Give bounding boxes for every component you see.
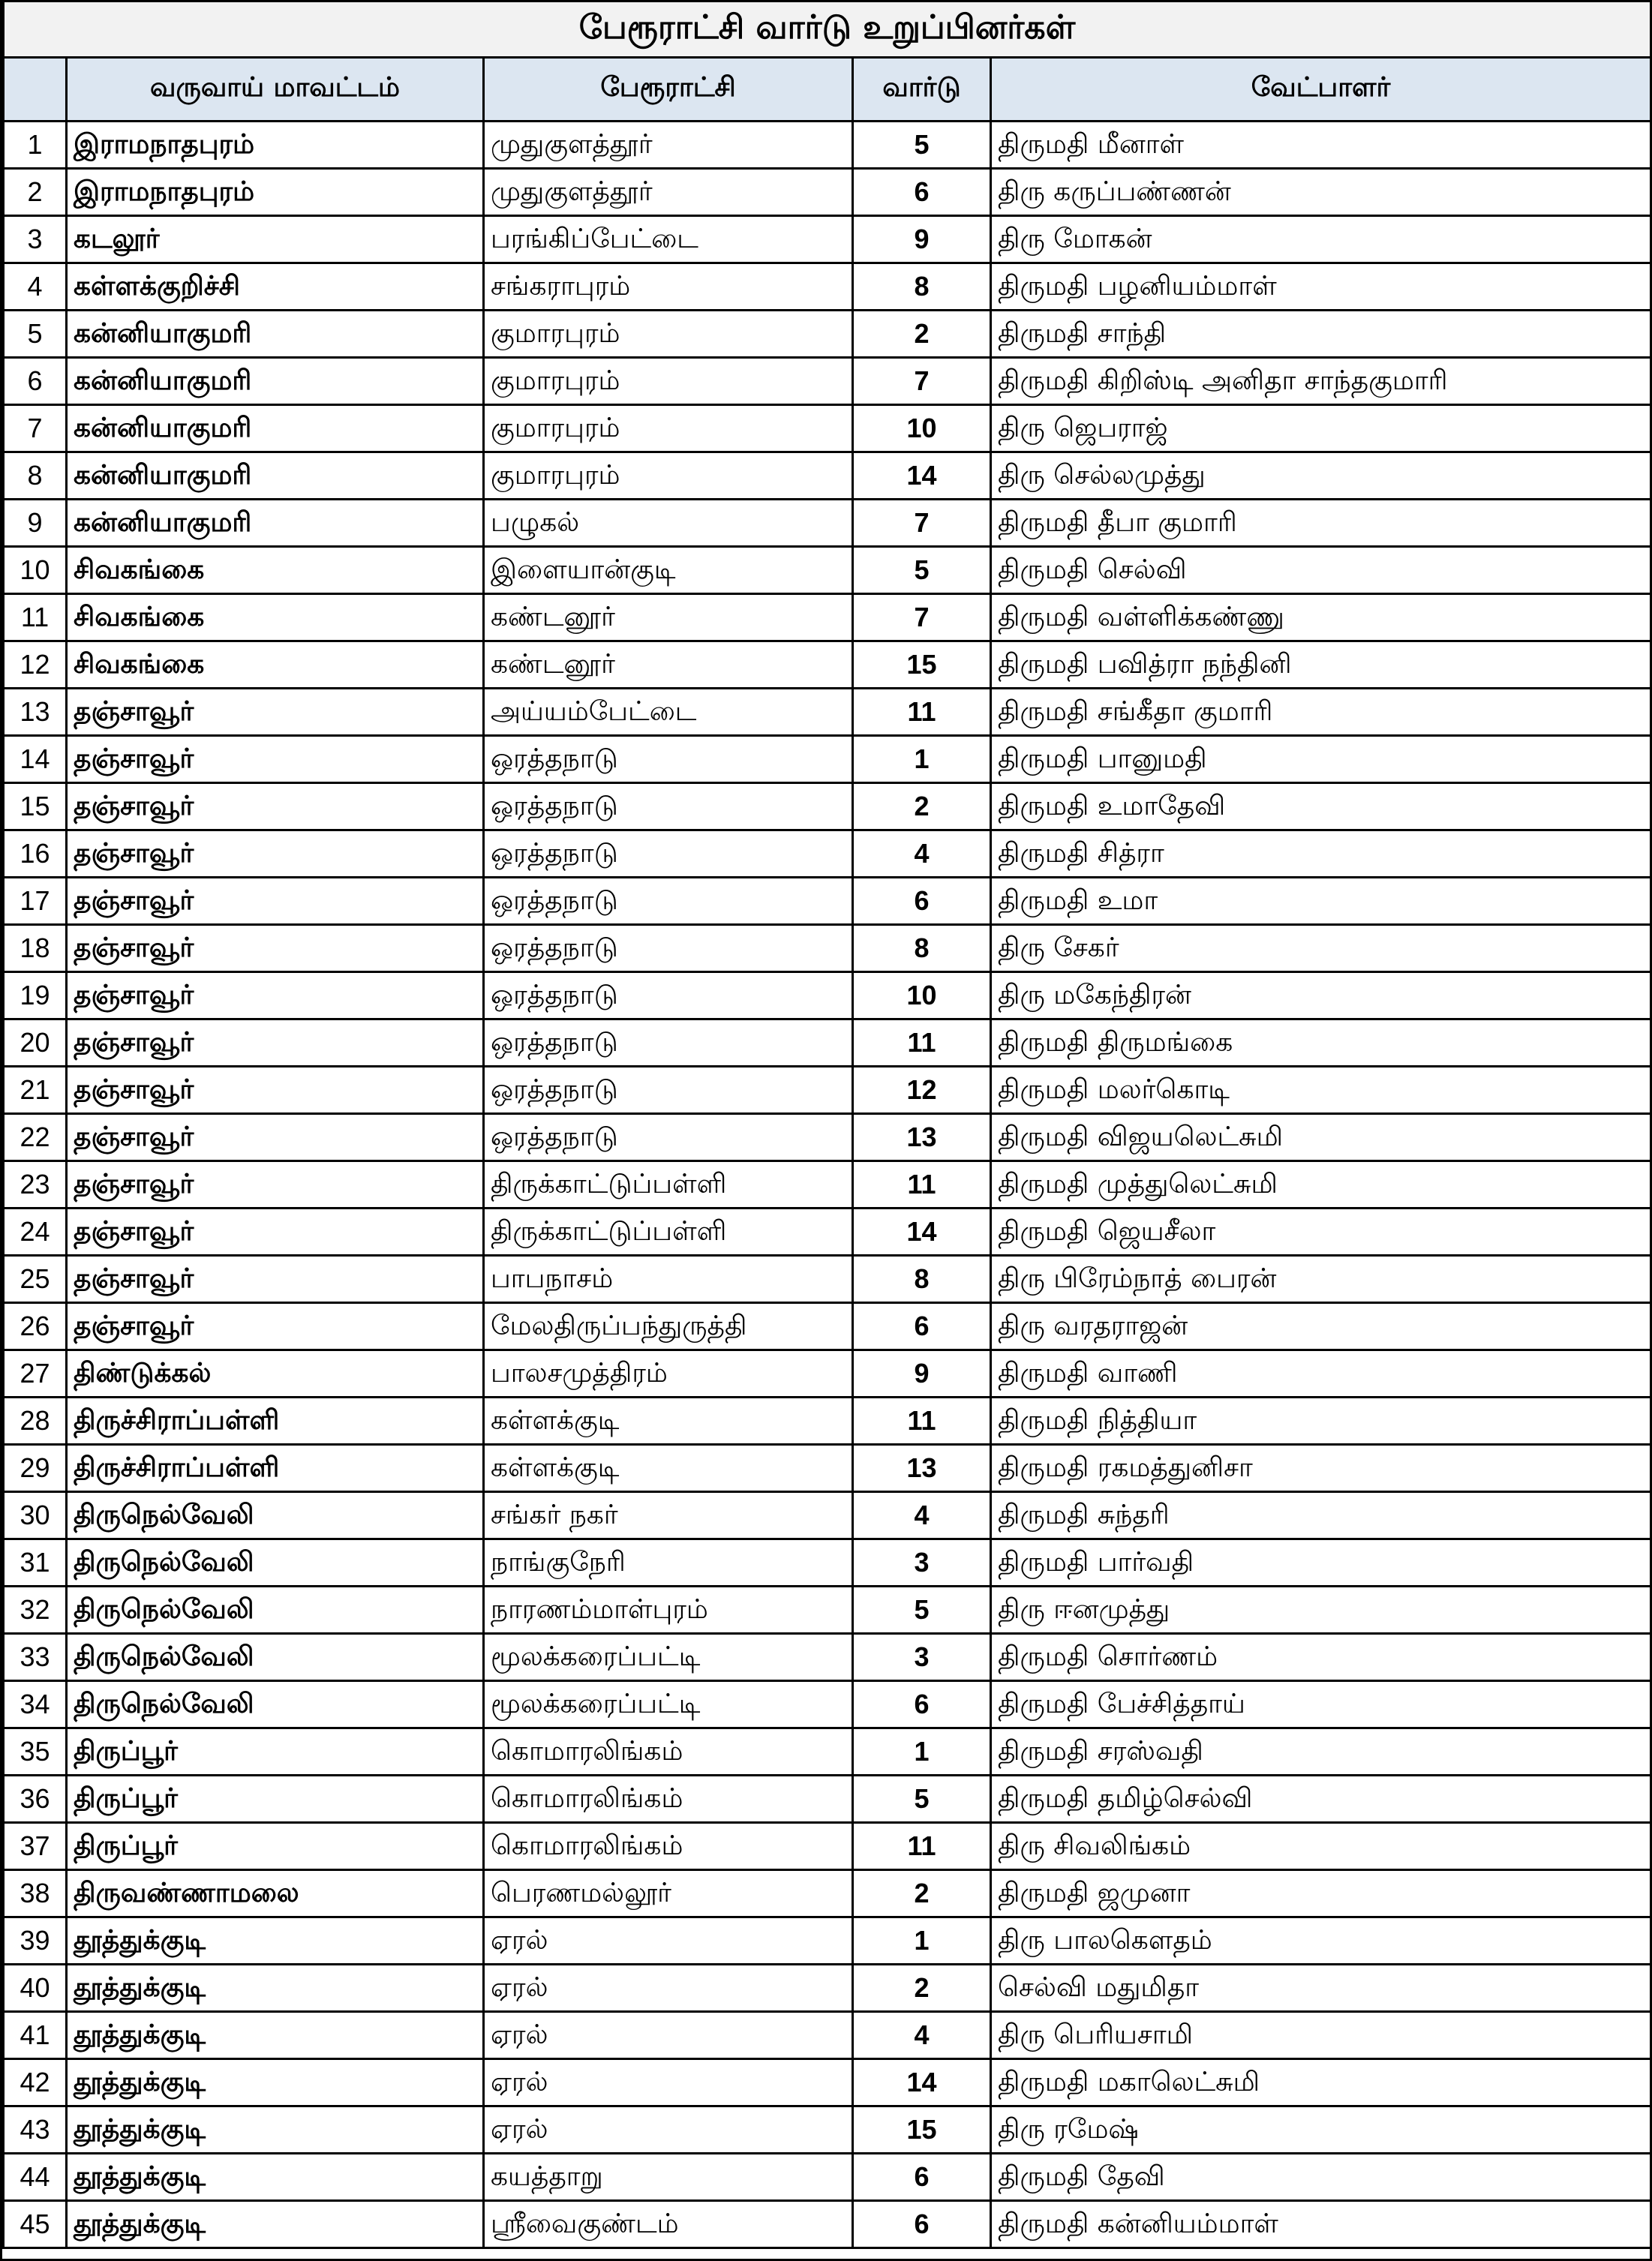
cell-district[interactable]: தஞ்சாவூர்	[67, 1161, 484, 1209]
cell-candidate[interactable]: திரு ரமேஷ்	[991, 2106, 1651, 2154]
table-row	[4, 500, 1651, 547]
cell-district[interactable]: திருநெல்வேலி	[67, 1492, 484, 1539]
cell-ward[interactable]: 13	[853, 1114, 991, 1161]
cell-sno[interactable]: 45	[4, 2201, 67, 2248]
cell-district[interactable]: கன்னியாகுமரி	[67, 500, 484, 547]
cell-sno[interactable]: 14	[4, 736, 67, 783]
cell-ward[interactable]: 6	[853, 2201, 991, 2248]
cell-town-panchayat[interactable]: கண்டனூர்	[484, 641, 853, 689]
cell-district[interactable]: திருநெல்வேலி	[67, 1681, 484, 1728]
cell-ward[interactable]: 9	[853, 1350, 991, 1398]
cell-town-panchayat[interactable]: ஒரத்தநாடு	[484, 972, 853, 1019]
cell-candidate[interactable]: திருமதி தமிழ்செல்வி	[991, 1776, 1651, 1823]
cell-sno[interactable]: 36	[4, 1776, 67, 1823]
cell-town-panchayat[interactable]: ஏரல்	[484, 1917, 853, 1965]
table-row	[4, 2059, 1651, 2106]
cell-district[interactable]: தஞ்சாவூர்	[67, 1303, 484, 1350]
table-row	[4, 263, 1651, 311]
cell-ward[interactable]: 2	[853, 1870, 991, 1917]
cell-sno[interactable]: 23	[4, 1161, 67, 1209]
table-row	[4, 830, 1651, 878]
cell-district[interactable]: தூத்துக்குடி	[67, 1917, 484, 1965]
cell-town-panchayat[interactable]: கயத்தாறு	[484, 2154, 853, 2201]
cell-ward[interactable]: 7	[853, 358, 991, 405]
cell-district[interactable]: திண்டுக்கல்	[67, 1350, 484, 1398]
cell-district[interactable]: இராமநாதபுரம்	[67, 169, 484, 216]
cell-sno[interactable]: 12	[4, 641, 67, 689]
cell-district[interactable]: தஞ்சாவூர்	[67, 1256, 484, 1303]
cell-ward[interactable]: 12	[853, 1067, 991, 1114]
cell-sno[interactable]: 7	[4, 405, 67, 452]
cell-candidate[interactable]: திருமதி சுந்தரி	[991, 1492, 1651, 1539]
table-row	[4, 169, 1651, 216]
cell-district[interactable]: திருப்பூர்	[67, 1823, 484, 1870]
cell-town-panchayat[interactable]: முதுகுளத்தூர்	[484, 122, 853, 169]
table-row	[4, 1492, 1651, 1539]
cell-town-panchayat[interactable]: ஒரத்தநாடு	[484, 1019, 853, 1067]
cell-sno[interactable]: 3	[4, 216, 67, 263]
cell-candidate[interactable]: திருமதி கன்னியம்மாள்	[991, 2201, 1651, 2248]
cell-candidate[interactable]: திருமதி திருமங்கை	[991, 1019, 1651, 1067]
cell-ward[interactable]: 10	[853, 405, 991, 452]
cell-district[interactable]: கள்ளக்குறிச்சி	[67, 263, 484, 311]
table-row	[4, 1634, 1651, 1681]
cell-sno[interactable]: 8	[4, 452, 67, 500]
table-row	[4, 689, 1651, 736]
cell-candidate[interactable]: திருமதி வள்ளிக்கண்ணு	[991, 594, 1651, 641]
cell-sno[interactable]: 44	[4, 2154, 67, 2201]
header-sno[interactable]	[4, 58, 67, 122]
cell-town-panchayat[interactable]: குமாரபுரம்	[484, 405, 853, 452]
cell-candidate[interactable]: திரு மோகன்	[991, 216, 1651, 263]
table-row	[4, 783, 1651, 830]
cell-ward[interactable]: 5	[853, 547, 991, 594]
cell-ward[interactable]: 5	[853, 1776, 991, 1823]
cell-sno[interactable]: 22	[4, 1114, 67, 1161]
cell-candidate[interactable]: திருமதி சொர்ணம்	[991, 1634, 1651, 1681]
cell-district[interactable]: சிவகங்கை	[67, 594, 484, 641]
cell-ward[interactable]: 13	[853, 1445, 991, 1492]
table-row	[4, 2201, 1651, 2248]
cell-district[interactable]: தஞ்சாவூர்	[67, 689, 484, 736]
table-row	[4, 1965, 1651, 2012]
table-row	[4, 594, 1651, 641]
cell-town-panchayat[interactable]: ஏரல்	[484, 1965, 853, 2012]
cell-sno[interactable]: 25	[4, 1256, 67, 1303]
cell-town-panchayat[interactable]: ஸ்ரீவைகுண்டம்	[484, 2201, 853, 2248]
cell-district[interactable]: தூத்துக்குடி	[67, 2012, 484, 2059]
cell-sno[interactable]: 35	[4, 1728, 67, 1776]
cell-ward[interactable]: 6	[853, 1303, 991, 1350]
cell-candidate[interactable]: திருமதி சங்கீதா குமாரி	[991, 689, 1651, 736]
cell-sno[interactable]: 15	[4, 783, 67, 830]
cell-ward[interactable]: 14	[853, 452, 991, 500]
cell-ward[interactable]: 1	[853, 1728, 991, 1776]
cell-town-panchayat[interactable]: குமாரபுரம்	[484, 311, 853, 358]
table-body	[4, 122, 1651, 2248]
cell-district[interactable]: தூத்துக்குடி	[67, 2201, 484, 2248]
cell-ward[interactable]: 2	[853, 1965, 991, 2012]
cell-candidate[interactable]: திரு ஈனமுத்து	[991, 1587, 1651, 1634]
cell-district[interactable]: திருச்சிராப்பள்ளி	[67, 1445, 484, 1492]
cell-sno[interactable]: 28	[4, 1398, 67, 1445]
header-ward[interactable]: வார்டு	[853, 58, 991, 122]
cell-candidate[interactable]: திரு செல்லமுத்து	[991, 452, 1651, 500]
table-row	[4, 311, 1651, 358]
cell-town-panchayat[interactable]: ஏரல்	[484, 2106, 853, 2154]
cell-town-panchayat[interactable]: பழுகல்	[484, 500, 853, 547]
cell-town-panchayat[interactable]: முதுகுளத்தூர்	[484, 169, 853, 216]
cell-ward[interactable]: 9	[853, 216, 991, 263]
cell-ward[interactable]: 11	[853, 1398, 991, 1445]
cell-sno[interactable]: 4	[4, 263, 67, 311]
cell-candidate[interactable]: திருமதி உமாதேவி	[991, 783, 1651, 830]
cell-candidate[interactable]: திருமதி விஜயலெட்சுமி	[991, 1114, 1651, 1161]
cell-sno[interactable]: 32	[4, 1587, 67, 1634]
cell-sno[interactable]: 21	[4, 1067, 67, 1114]
table-row	[4, 547, 1651, 594]
cell-town-panchayat[interactable]: பரங்கிப்பேட்டை	[484, 216, 853, 263]
cell-district[interactable]: திருச்சிராப்பள்ளி	[67, 1398, 484, 1445]
cell-town-panchayat[interactable]: திருக்காட்டுப்பள்ளி	[484, 1161, 853, 1209]
cell-candidate[interactable]: திரு பாலகௌதம்	[991, 1917, 1651, 1965]
cell-candidate[interactable]: திருமதி உமா	[991, 878, 1651, 925]
cell-district[interactable]: கடலூர்	[67, 216, 484, 263]
cell-candidate[interactable]: திரு கருப்பண்ணன்	[991, 169, 1651, 216]
cell-candidate[interactable]: திருமதி தேவி	[991, 2154, 1651, 2201]
cell-district[interactable]: திருநெல்வேலி	[67, 1587, 484, 1634]
cell-district[interactable]: கன்னியாகுமரி	[67, 358, 484, 405]
cell-sno[interactable]: 10	[4, 547, 67, 594]
cell-ward[interactable]: 4	[853, 830, 991, 878]
cell-district[interactable]: தூத்துக்குடி	[67, 1965, 484, 2012]
cell-town-panchayat[interactable]: ஒரத்தநாடு	[484, 925, 853, 972]
cell-sno[interactable]: 39	[4, 1917, 67, 1965]
cell-sno[interactable]: 9	[4, 500, 67, 547]
cell-town-panchayat[interactable]: ஒரத்தநாடு	[484, 1067, 853, 1114]
cell-sno[interactable]: 27	[4, 1350, 67, 1398]
table-row	[4, 1114, 1651, 1161]
cell-town-panchayat[interactable]: ஒரத்தநாடு	[484, 1114, 853, 1161]
cell-candidate[interactable]: திருமதி பேச்சித்தாய்	[991, 1681, 1651, 1728]
cell-sno[interactable]: 2	[4, 169, 67, 216]
table-row	[4, 1681, 1651, 1728]
cell-sno[interactable]: 30	[4, 1492, 67, 1539]
cell-town-panchayat[interactable]: அய்யம்பேட்டை	[484, 689, 853, 736]
cell-town-panchayat[interactable]: கள்ளக்குடி	[484, 1398, 853, 1445]
cell-candidate[interactable]: திரு சிவலிங்கம்	[991, 1823, 1651, 1870]
cell-candidate[interactable]: திருமதி சாந்தி	[991, 311, 1651, 358]
cell-town-panchayat[interactable]: இளையான்குடி	[484, 547, 853, 594]
cell-candidate[interactable]: திருமதி ஜெயசீலா	[991, 1209, 1651, 1256]
table-row	[4, 1728, 1651, 1776]
table-row	[4, 405, 1651, 452]
cell-ward[interactable]: 6	[853, 1681, 991, 1728]
cell-district[interactable]: தஞ்சாவூர்	[67, 1209, 484, 1256]
table-row	[4, 1398, 1651, 1445]
cell-town-panchayat[interactable]: குமாரபுரம்	[484, 452, 853, 500]
cell-sno[interactable]: 29	[4, 1445, 67, 1492]
cell-candidate[interactable]: திருமதி நித்தியா	[991, 1398, 1651, 1445]
table-row	[4, 1161, 1651, 1209]
cell-candidate[interactable]: திருமதி பழனியம்மாள்	[991, 263, 1651, 311]
cell-sno[interactable]: 40	[4, 1965, 67, 2012]
cell-ward[interactable]: 15	[853, 2106, 991, 2154]
cell-sno[interactable]: 31	[4, 1539, 67, 1587]
cell-candidate[interactable]: செல்வி மதுமிதா	[991, 1965, 1651, 2012]
cell-district[interactable]: தஞ்சாவூர்	[67, 925, 484, 972]
title-row	[4, 2, 1651, 58]
cell-town-panchayat[interactable]: சங்கராபுரம்	[484, 263, 853, 311]
table-row	[4, 1823, 1651, 1870]
cell-sno[interactable]: 13	[4, 689, 67, 736]
cell-sno[interactable]: 11	[4, 594, 67, 641]
table-row	[4, 1870, 1651, 1917]
cell-candidate[interactable]: திரு ஜெபராஜ்	[991, 405, 1651, 452]
table-row	[4, 2106, 1651, 2154]
table-row	[4, 1587, 1651, 1634]
cell-district[interactable]: தூத்துக்குடி	[67, 2154, 484, 2201]
cell-ward[interactable]: 4	[853, 1492, 991, 1539]
cell-town-panchayat[interactable]: பெரணமல்லூர்	[484, 1870, 853, 1917]
cell-town-panchayat[interactable]: ஒரத்தநாடு	[484, 783, 853, 830]
cell-candidate[interactable]: திரு சேகர்	[991, 925, 1651, 972]
cell-district[interactable]: தஞ்சாவூர்	[67, 1019, 484, 1067]
cell-district[interactable]: தஞ்சாவூர்	[67, 878, 484, 925]
cell-candidate[interactable]: திருமதி ஜமுனா	[991, 1870, 1651, 1917]
cell-town-panchayat[interactable]: நாரணம்மாள்புரம்	[484, 1587, 853, 1634]
table-row	[4, 216, 1651, 263]
table-row	[4, 878, 1651, 925]
cell-district[interactable]: திருப்பூர்	[67, 1728, 484, 1776]
cell-sno[interactable]: 43	[4, 2106, 67, 2154]
cell-town-panchayat[interactable]: சங்கர் நகர்	[484, 1492, 853, 1539]
cell-town-panchayat[interactable]: பாபநாசம்	[484, 1256, 853, 1303]
cell-town-panchayat[interactable]: திருக்காட்டுப்பள்ளி	[484, 1209, 853, 1256]
table-row	[4, 972, 1651, 1019]
table-row	[4, 925, 1651, 972]
cell-candidate[interactable]: திருமதி கிறிஸ்டி அனிதா சாந்தகுமாரி	[991, 358, 1651, 405]
cell-district[interactable]: திருப்பூர்	[67, 1776, 484, 1823]
header-row	[4, 58, 1651, 122]
cell-district[interactable]: தஞ்சாவூர்	[67, 830, 484, 878]
cell-district[interactable]: சிவகங்கை	[67, 547, 484, 594]
cell-sno[interactable]: 37	[4, 1823, 67, 1870]
cell-town-panchayat[interactable]: ஏரல்	[484, 2012, 853, 2059]
cell-candidate[interactable]: திருமதி பானுமதி	[991, 736, 1651, 783]
cell-sno[interactable]: 16	[4, 830, 67, 878]
cell-town-panchayat[interactable]: பாலசமுத்திரம்	[484, 1350, 853, 1398]
cell-candidate[interactable]: திருமதி சித்ரா	[991, 830, 1651, 878]
cell-town-panchayat[interactable]: நாங்குநேரி	[484, 1539, 853, 1587]
cell-district[interactable]: சிவகங்கை	[67, 641, 484, 689]
cell-candidate[interactable]: திரு மகேந்திரன்	[991, 972, 1651, 1019]
table-row	[4, 1917, 1651, 1965]
cell-ward[interactable]: 11	[853, 1823, 991, 1870]
cell-ward[interactable]: 15	[853, 641, 991, 689]
cell-ward[interactable]: 5	[853, 1587, 991, 1634]
cell-district[interactable]: தஞ்சாவூர்	[67, 1067, 484, 1114]
cell-ward[interactable]: 1	[853, 736, 991, 783]
cell-district[interactable]: தஞ்சாவூர்	[67, 783, 484, 830]
cell-ward[interactable]: 6	[853, 2154, 991, 2201]
cell-sno[interactable]: 1	[4, 122, 67, 169]
cell-candidate[interactable]: திரு வரதராஜன்	[991, 1303, 1651, 1350]
cell-district[interactable]: தஞ்சாவூர்	[67, 736, 484, 783]
table-row	[4, 2154, 1651, 2201]
table-row	[4, 358, 1651, 405]
cell-ward[interactable]: 11	[853, 1161, 991, 1209]
cell-town-panchayat[interactable]: கண்டனூர்	[484, 594, 853, 641]
header-district[interactable]: வருவாய் மாவட்டம்	[67, 58, 484, 122]
cell-sno[interactable]: 38	[4, 1870, 67, 1917]
cell-sno[interactable]: 6	[4, 358, 67, 405]
cell-sno[interactable]: 26	[4, 1303, 67, 1350]
cell-sno[interactable]: 41	[4, 2012, 67, 2059]
cell-district[interactable]: கன்னியாகுமரி	[67, 452, 484, 500]
cell-candidate[interactable]: திருமதி மலர்கொடி	[991, 1067, 1651, 1114]
cell-district[interactable]: தஞ்சாவூர்	[67, 1114, 484, 1161]
cell-district[interactable]: இராமநாதபுரம்	[67, 122, 484, 169]
cell-candidate[interactable]: திரு பிரேம்நாத் பைரன்	[991, 1256, 1651, 1303]
cell-ward[interactable]: 7	[853, 500, 991, 547]
cell-town-panchayat[interactable]: ஒரத்தநாடு	[484, 736, 853, 783]
cell-town-panchayat[interactable]: ஏரல்	[484, 2059, 853, 2106]
cell-candidate[interactable]: திருமதி சரஸ்வதி	[991, 1728, 1651, 1776]
cell-district[interactable]: கன்னியாகுமரி	[67, 405, 484, 452]
header-candidate[interactable]: வேட்பாளர்	[991, 58, 1651, 122]
cell-district[interactable]: திருநெல்வேலி	[67, 1634, 484, 1681]
members-table	[2, 0, 1652, 2249]
cell-town-panchayat[interactable]: மூலக்கரைப்பட்டி	[484, 1634, 853, 1681]
cell-ward[interactable]: 4	[853, 2012, 991, 2059]
table-row	[4, 1350, 1651, 1398]
cell-ward[interactable]: 10	[853, 972, 991, 1019]
cell-district[interactable]: திருவண்ணாமலை	[67, 1870, 484, 1917]
table-row	[4, 2012, 1651, 2059]
cell-ward[interactable]: 14	[853, 1209, 991, 1256]
cell-ward[interactable]: 8	[853, 263, 991, 311]
cell-town-panchayat[interactable]: கள்ளக்குடி	[484, 1445, 853, 1492]
cell-district[interactable]: தூத்துக்குடி	[67, 2059, 484, 2106]
cell-town-panchayat[interactable]: மேலதிருப்பந்துருத்தி	[484, 1303, 853, 1350]
cell-candidate[interactable]: திருமதி பார்வதி	[991, 1539, 1651, 1587]
table-row	[4, 1776, 1651, 1823]
cell-sno[interactable]: 42	[4, 2059, 67, 2106]
cell-candidate[interactable]: திருமதி செல்வி	[991, 547, 1651, 594]
cell-district[interactable]: கன்னியாகுமரி	[67, 311, 484, 358]
cell-candidate[interactable]: திருமதி முத்துலெட்சுமி	[991, 1161, 1651, 1209]
cell-candidate[interactable]: திருமதி தீபா குமாரி	[991, 500, 1651, 547]
cell-district[interactable]: தூத்துக்குடி	[67, 2106, 484, 2154]
table-row	[4, 1067, 1651, 1114]
cell-ward[interactable]: 6	[853, 169, 991, 216]
cell-sno[interactable]: 24	[4, 1209, 67, 1256]
cell-sno[interactable]: 19	[4, 972, 67, 1019]
cell-district[interactable]: திருநெல்வேலி	[67, 1539, 484, 1587]
cell-ward[interactable]: 3	[853, 1539, 991, 1587]
table-row	[4, 1445, 1651, 1492]
cell-ward[interactable]: 1	[853, 1917, 991, 1965]
cell-sno[interactable]: 18	[4, 925, 67, 972]
header-town-panchayat[interactable]: பேரூராட்சி	[484, 58, 853, 122]
cell-sno[interactable]: 33	[4, 1634, 67, 1681]
cell-sno[interactable]: 20	[4, 1019, 67, 1067]
table-title[interactable]: பேரூராட்சி வார்டு உறுப்பினர்கள்	[4, 2, 1651, 58]
cell-town-panchayat[interactable]: கொமாரலிங்கம்	[484, 1776, 853, 1823]
table-row	[4, 641, 1651, 689]
table-row	[4, 1019, 1651, 1067]
cell-ward[interactable]: 2	[853, 783, 991, 830]
table-row	[4, 1209, 1651, 1256]
cell-ward[interactable]: 2	[853, 311, 991, 358]
cell-town-panchayat[interactable]: ஒரத்தநாடு	[484, 878, 853, 925]
cell-town-panchayat[interactable]: கொமாரலிங்கம்	[484, 1728, 853, 1776]
cell-sno[interactable]: 34	[4, 1681, 67, 1728]
cell-ward[interactable]: 8	[853, 1256, 991, 1303]
cell-candidate[interactable]: திருமதி மீனாள்	[991, 122, 1651, 169]
cell-ward[interactable]: 7	[853, 594, 991, 641]
cell-town-panchayat[interactable]: மூலக்கரைப்பட்டி	[484, 1681, 853, 1728]
cell-town-panchayat[interactable]: குமாரபுரம்	[484, 358, 853, 405]
cell-candidate[interactable]: திருமதி பவித்ரா நந்தினி	[991, 641, 1651, 689]
table-row	[4, 122, 1651, 169]
table-row	[4, 1539, 1651, 1587]
cell-ward[interactable]: 14	[853, 2059, 991, 2106]
cell-candidate[interactable]: திரு பெரியசாமி	[991, 2012, 1651, 2059]
table-row	[4, 736, 1651, 783]
cell-ward[interactable]: 11	[853, 1019, 991, 1067]
cell-sno[interactable]: 5	[4, 311, 67, 358]
cell-candidate[interactable]: திருமதி மகாலெட்சுமி	[991, 2059, 1651, 2106]
cell-candidate[interactable]: திருமதி வாணி	[991, 1350, 1651, 1398]
cell-candidate[interactable]: திருமதி ரகமத்துனிசா	[991, 1445, 1651, 1492]
table-row	[4, 1303, 1651, 1350]
table-row	[4, 1256, 1651, 1303]
cell-ward[interactable]: 11	[853, 689, 991, 736]
cell-town-panchayat[interactable]: கொமாரலிங்கம்	[484, 1823, 853, 1870]
cell-sno[interactable]: 17	[4, 878, 67, 925]
table-row	[4, 452, 1651, 500]
cell-ward[interactable]: 3	[853, 1634, 991, 1681]
cell-town-panchayat[interactable]: ஒரத்தநாடு	[484, 830, 853, 878]
cell-ward[interactable]: 8	[853, 925, 991, 972]
cell-ward[interactable]: 5	[853, 122, 991, 169]
cell-ward[interactable]: 6	[853, 878, 991, 925]
cell-district[interactable]: தஞ்சாவூர்	[67, 972, 484, 1019]
